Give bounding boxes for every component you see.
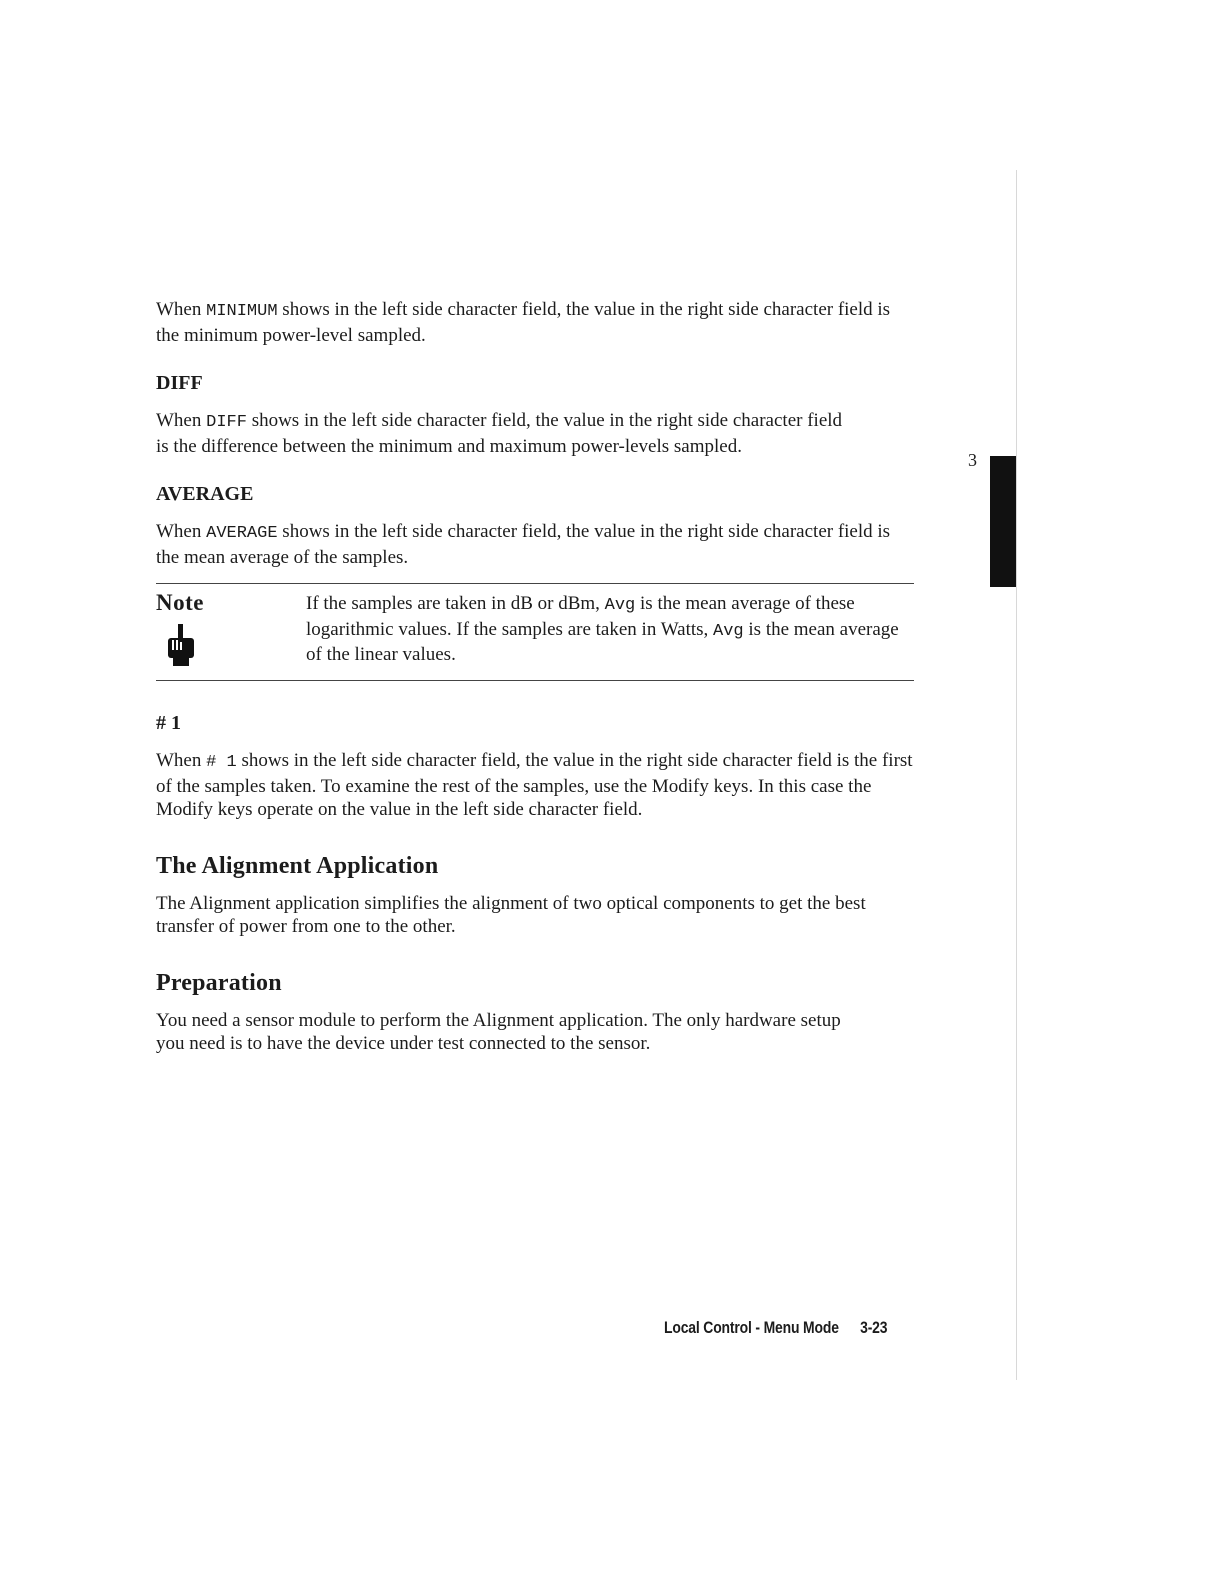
page-content [156,298,916,1056]
text-span: If the samples are taken in dB or dBm, [306,593,605,614]
preparation-title: Preparation [156,969,282,996]
pointing-hand-icon [160,622,200,668]
text-span: shows in the left side character field, the value in the right side character field is the mean average of the samples. [156,521,891,568]
text-span: shows in the left side character field, the value in the right side character field is the minimum power-level sampled. [156,299,891,346]
alignment-paragraph: The Alignment application simplifies the alignment of two optical components to get the best transfer of power from one to the other. [156,892,866,937]
preparation-paragraph: You need a sensor module to perform the Alignment application. The only hardware setup you need is to have the device under test connected to the sensor. [156,1009,841,1054]
text-span: When [156,521,207,542]
alignment-title: The Alignment Application [156,852,439,879]
text-span: is the mean average of the linear values. [306,618,899,665]
text-span: When [156,410,207,431]
code-diff: DIFF [206,413,247,432]
text-span: is the mean average of these logarithmic values. If the samples are taken in Watts, [306,593,855,640]
code-first: # 1 [206,753,237,772]
page-footer [664,1318,887,1338]
footer-section: Local Control - Menu Mode [664,1318,839,1337]
code-average: AVERAGE [206,524,278,543]
code-minimum: MINIMUM [206,302,278,321]
text-span: shows in the left side character field, the value in the right side character field is the first of the samples taken. To examine the rest of the samples, use the Modify keys. In this case the Modify keys operate on the value in the left side character field. [156,750,913,820]
chapter-thumb-tab [990,456,1016,587]
diff-heading: DIFF [156,372,203,394]
page-number: 3-23 [860,1318,888,1337]
first-sample-heading: # 1 [156,712,181,734]
text-span: When [156,750,207,771]
note-label: Note [156,590,204,615]
chapter-number: 3 [968,450,977,470]
text-span: shows in the left side character field, the value in the right side character field is the difference between the minimum and maximum power-levels sampled. [156,410,843,457]
margin-rule [1016,170,1017,1380]
first-sample-paragraph [156,749,916,822]
note-text [306,592,906,667]
code-avg: Avg [604,596,636,615]
diff-paragraph [156,409,856,458]
average-paragraph [156,520,916,569]
average-heading: AVERAGE [156,483,254,505]
note-box [156,583,914,681]
code-avg: Avg [713,621,744,641]
minimum-paragraph [156,298,916,347]
text-span: When [156,299,207,320]
